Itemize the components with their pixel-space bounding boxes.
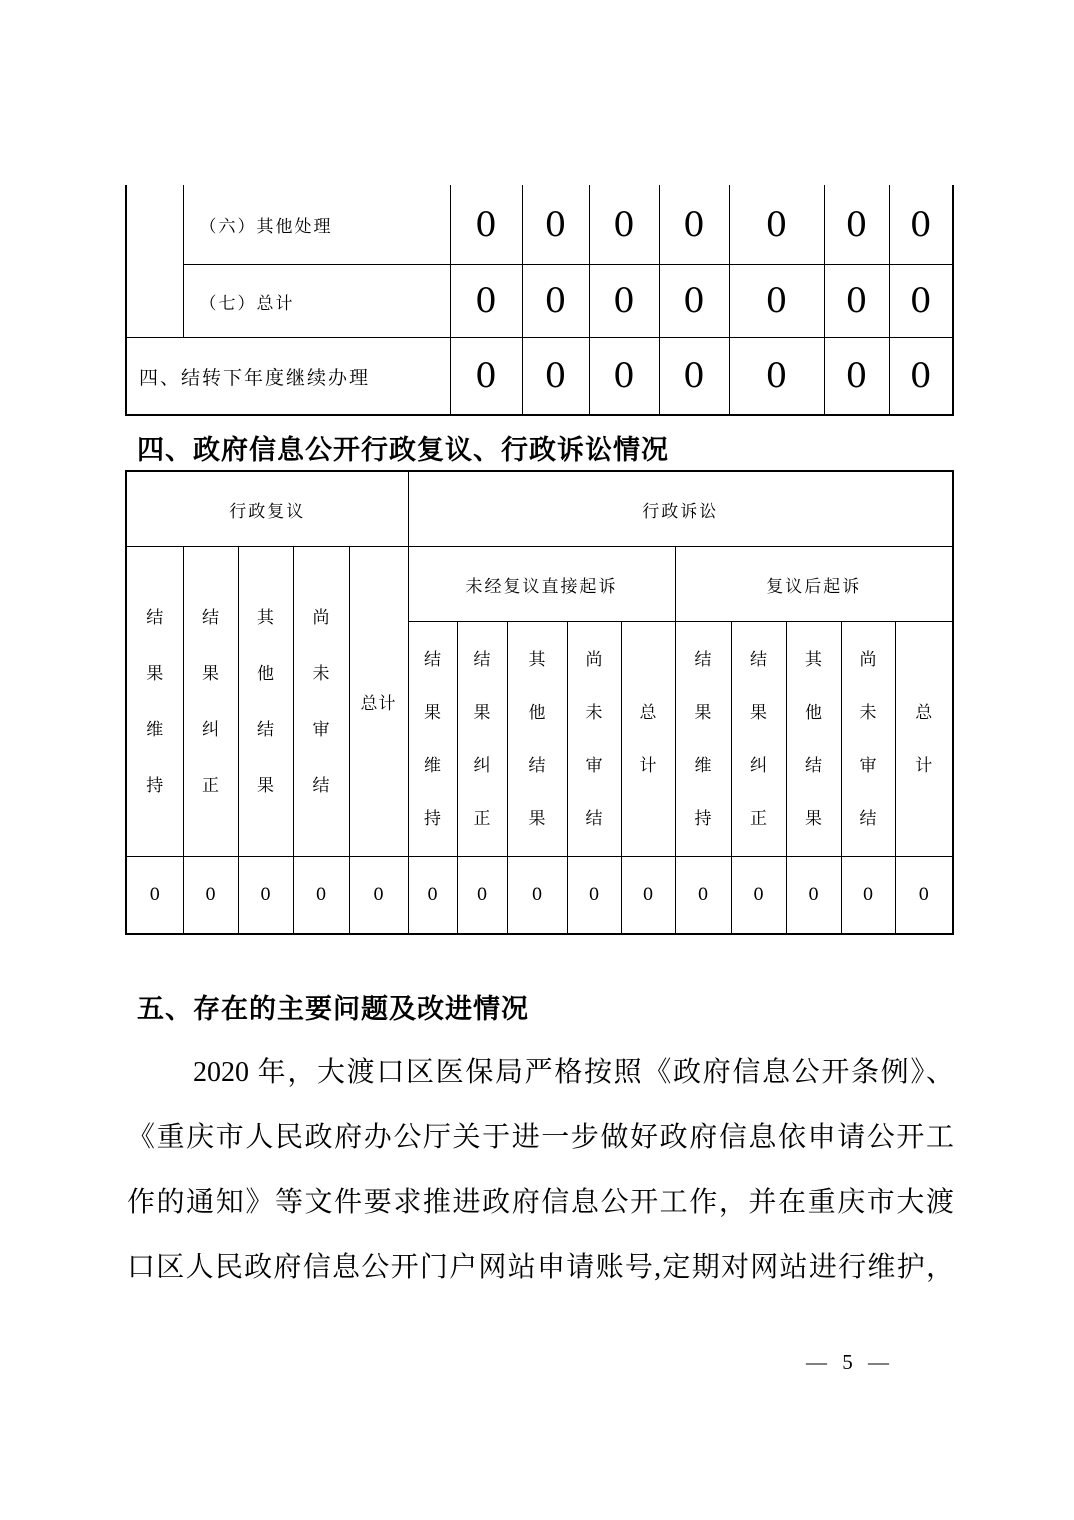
value-cell: 0 (889, 265, 953, 338)
section-5-heading: 五、存在的主要问题及改进情况 (137, 994, 529, 1024)
value-cell: 0 (729, 338, 824, 416)
value-cell: 0 (457, 857, 507, 935)
value-cell: 0 (889, 338, 953, 416)
column-header-cell (731, 622, 786, 857)
table-row (126, 265, 953, 338)
column-header-label: 其他结果 (805, 650, 822, 828)
column-header-label: 总计 (639, 703, 657, 775)
column-header-label: 结果维持 (694, 650, 712, 828)
value-cell: 0 (293, 857, 349, 935)
column-header-cell (238, 547, 293, 857)
value-cell: 0 (621, 857, 675, 935)
value-cell: 0 (824, 265, 889, 338)
table-row (126, 471, 953, 547)
value-cell: 0 (589, 185, 659, 265)
value-cell: 0 (589, 338, 659, 416)
value-cell: 0 (729, 265, 824, 338)
body-paragraph (127, 1040, 954, 1300)
value-cell: 0 (126, 857, 183, 935)
paragraph-line: 2020 年，大渡口区医保局严格按照《政府信息公开条例》、 (193, 1057, 954, 1088)
table-row (126, 547, 953, 622)
table-row (126, 338, 953, 416)
column-header-label: 尚未审结 (312, 607, 330, 795)
column-header-cell (621, 622, 675, 857)
value-cell: 0 (824, 185, 889, 265)
value-cell: 0 (786, 857, 841, 935)
column-header-cell (183, 547, 238, 857)
column-header-label: 其他结果 (528, 650, 546, 828)
page-number: — 5 — (806, 1350, 894, 1374)
column-header-cell (895, 622, 953, 857)
carryover-table (125, 185, 954, 416)
column-header-label: 结果纠正 (750, 650, 767, 828)
value-cell: 0 (895, 857, 953, 935)
column-header-label: 结果纠正 (473, 650, 491, 828)
value-cell: 0 (729, 185, 824, 265)
value-cell: 0 (567, 857, 621, 935)
column-header-label: 尚未审结 (585, 650, 603, 828)
paragraph-line: 《重庆市人民政府办公厅关于进一步做好政府信息依申请公开工 (127, 1122, 954, 1153)
review-total-header-cell: 总计 (349, 547, 408, 857)
value-cell: 0 (659, 338, 729, 416)
column-header-label: 结果纠正 (202, 607, 219, 795)
row-label-cell: 四、结转下年度继续办理 (126, 338, 450, 416)
column-header-label: 结果维持 (146, 607, 164, 795)
column-header-cell (293, 547, 349, 857)
row-label-cell: （七）总计 (183, 265, 450, 338)
paragraph-line: 作的通知》等文件要求推进政府信息公开工作，并在重庆市大渡 (127, 1187, 954, 1218)
value-cell: 0 (841, 857, 895, 935)
value-cell: 0 (507, 857, 567, 935)
column-header-cell (567, 622, 621, 857)
paragraph-line: 口区人民政府信息公开门户网站申请账号,定期对网站进行维护， (127, 1252, 954, 1283)
value-cell: 0 (824, 338, 889, 416)
after-review-suit-subheader: 复议后起诉 (675, 547, 953, 622)
value-cell: 0 (349, 857, 408, 935)
value-cell: 0 (675, 857, 731, 935)
value-cell: 0 (450, 265, 522, 338)
column-header-label: 结果维持 (424, 650, 441, 828)
section-4-heading: 四、政府信息公开行政复议、行政诉讼情况 (137, 435, 669, 465)
value-cell: 0 (522, 338, 589, 416)
value-cell: 0 (408, 857, 457, 935)
column-header-label: 其他结果 (257, 607, 274, 795)
value-cell: 0 (522, 185, 589, 265)
column-header-label: 尚未审结 (859, 650, 877, 828)
empty-spanner-cell (126, 185, 183, 338)
column-header-cell (507, 622, 567, 857)
value-cell: 0 (522, 265, 589, 338)
value-cell: 0 (450, 338, 522, 416)
table-row (126, 185, 953, 265)
value-cell: 0 (659, 185, 729, 265)
value-cell: 0 (889, 185, 953, 265)
value-cell: 0 (450, 185, 522, 265)
value-cell: 0 (731, 857, 786, 935)
value-cell: 0 (589, 265, 659, 338)
column-header-cell (786, 622, 841, 857)
lawsuit-group-header: 行政诉讼 (408, 471, 953, 547)
column-header-cell (408, 622, 457, 857)
value-cell: 0 (183, 857, 238, 935)
column-header-cell (457, 622, 507, 857)
direct-suit-subheader: 未经复议直接起诉 (408, 547, 675, 622)
column-header-cell (675, 622, 731, 857)
review-group-header: 行政复议 (126, 471, 408, 547)
value-cell: 0 (659, 265, 729, 338)
row-label-cell: （六）其他处理 (183, 185, 450, 265)
table-row (126, 857, 953, 935)
column-header-cell (841, 622, 895, 857)
value-cell: 0 (238, 857, 293, 935)
column-header-label: 总计 (915, 703, 933, 775)
review-lawsuit-table (125, 470, 954, 935)
column-header-cell (126, 547, 183, 857)
